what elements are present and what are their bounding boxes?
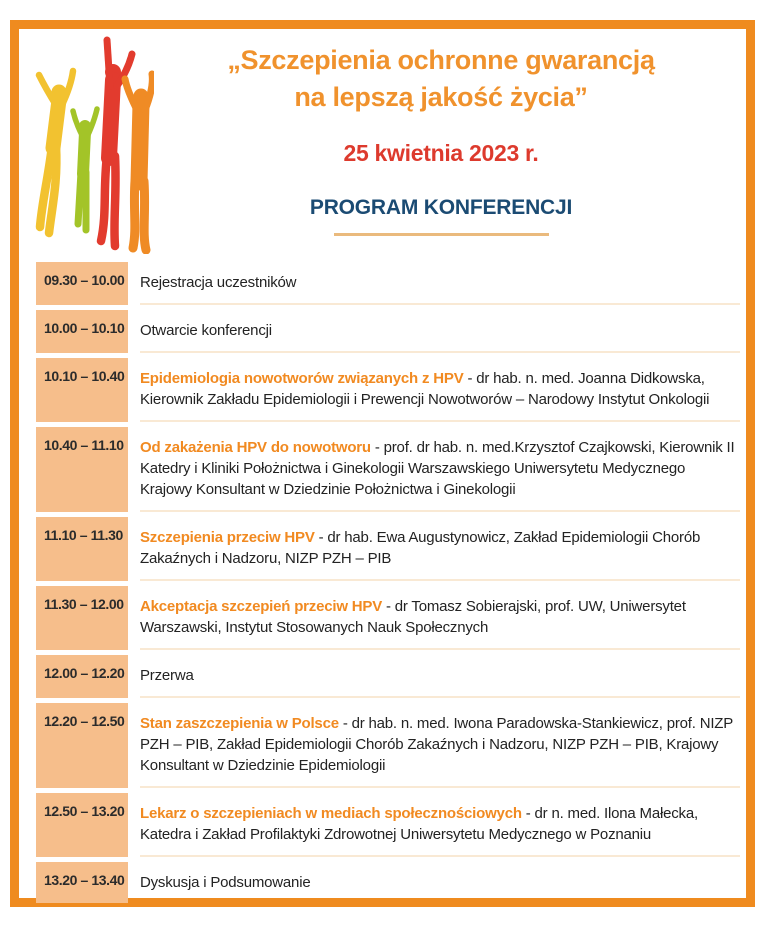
conference-date: 25 kwietnia 2023 r.	[343, 140, 539, 166]
program-heading-underline	[334, 233, 549, 236]
time-slot: 11.30 – 12.00	[36, 586, 128, 650]
session-details: - dr hab. n. med. Iwona Paradowska-Stankiewicz, prof. NIZP PZH – PIB, Zakład Epidemiologii Chorób Zakaźnych i Nadzoru, NIZP PZH – PIB, Krajowy Konsultant w Dziedzinie Epidemiologii	[140, 715, 733, 774]
session-description	[140, 586, 740, 650]
session-description	[140, 310, 740, 353]
jumping-figure-orange-icon	[125, 74, 152, 250]
time-slot: 13.20 – 13.40	[36, 862, 128, 903]
jumping-figure-yellow-icon	[39, 71, 73, 233]
schedule-row	[36, 310, 742, 353]
program-heading: PROGRAM KONFERENCJI	[309, 196, 573, 219]
time-slot: 10.10 – 10.40	[36, 358, 128, 422]
schedule-row	[36, 703, 742, 788]
schedule-row	[36, 655, 742, 698]
schedule-row	[36, 427, 742, 512]
session-details: Dyskusja i Podsumowanie	[140, 874, 311, 891]
session-title: Lekarz o szczepieniach w mediach społecznościowych	[140, 805, 522, 822]
conference-title-line1: „Szczepienia ochronne gwarancją	[227, 45, 655, 75]
session-description	[140, 517, 740, 581]
session-description	[140, 655, 740, 698]
session-description	[140, 862, 740, 903]
session-details: Rejestracja uczestników	[140, 274, 297, 291]
session-details: - dr Tomasz Sobierajski, prof. UW, Uniwersytet Warszawski, Instytut Stosowanych Nauk Społecznych	[140, 598, 686, 636]
session-details: Otwarcie konferencji	[140, 322, 272, 339]
jumping-figure-red-icon	[101, 40, 132, 246]
session-description	[140, 793, 740, 857]
conference-title	[158, 42, 724, 116]
session-details: - dr n. med. Ilona Małecka, Katedra i Zakład Profilaktyki Zdrowotnej Uniwersytetu Medycznego w Poznaniu	[140, 805, 698, 843]
session-title: Od zakażenia HPV do nowotworu	[140, 439, 371, 456]
session-description	[140, 262, 740, 305]
schedule-row	[36, 358, 742, 422]
time-slot: 12.00 – 12.20	[36, 655, 128, 698]
schedule-row	[36, 262, 742, 305]
jumping-children-illustration	[28, 34, 154, 254]
time-slot: 12.20 – 12.50	[36, 703, 128, 788]
time-slot: 09.30 – 10.00	[36, 262, 128, 305]
session-title: Stan zaszczepienia w Polsce	[140, 715, 339, 732]
session-details: Przerwa	[140, 667, 194, 684]
header	[158, 42, 724, 236]
schedule-row	[36, 517, 742, 581]
session-title: Szczepienia przeciw HPV	[140, 529, 315, 546]
session-title: Epidemiologia nowotworów związanych z HPV	[140, 370, 464, 387]
time-slot: 12.50 – 13.20	[36, 793, 128, 857]
conference-title-line2: na lepszą jakość życia”	[294, 82, 588, 112]
session-title: Akceptacja szczepień przeciw HPV	[140, 598, 383, 615]
session-description	[140, 427, 740, 512]
time-slot: 10.40 – 11.10	[36, 427, 128, 512]
time-slot: 11.10 – 11.30	[36, 517, 128, 581]
schedule-row	[36, 862, 742, 903]
session-details: - prof. dr hab. n. med.Krzysztof Czajkowski, Kierownik II Katedry i Kliniki Położnictwa i Ginekologii Warszawskiego Uniwersytetu Medycznego Krajowy Konsultant w Dziedzinie Położnictwa i Ginekologii	[140, 439, 735, 498]
schedule-table	[36, 262, 742, 908]
schedule-row	[36, 586, 742, 650]
session-details: - dr hab. n. med. Joanna Didkowska, Kierownik Zakładu Epidemiologii i Prewencji Nowotworów – Narodowy Instytut Onkologii	[140, 370, 710, 408]
jumping-figure-green-icon	[73, 109, 97, 230]
schedule-row	[36, 793, 742, 857]
session-details: - dr hab. Ewa Augustynowicz, Zakład Epidemiologii Chorób Zakaźnych i Nadzoru, NIZP PZH – PIB	[140, 529, 701, 567]
session-description	[140, 358, 740, 422]
session-description	[140, 703, 740, 788]
time-slot: 10.00 – 10.10	[36, 310, 128, 353]
